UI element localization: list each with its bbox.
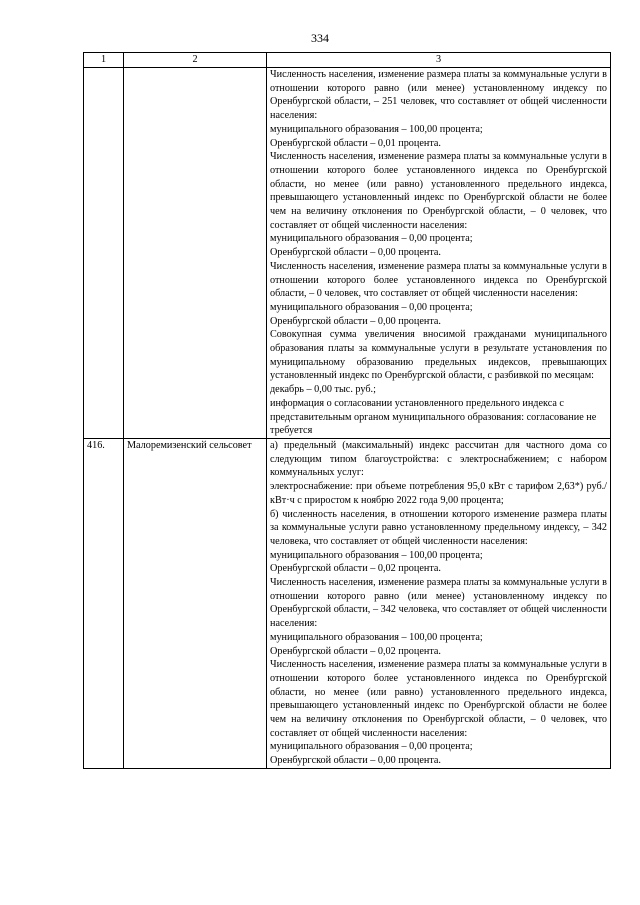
description-paragraph: декабрь – 0,00 тыс. руб.; bbox=[270, 384, 376, 396]
description-paragraph: Совокупная сумма увеличения вносимой гражданами муниципального образования платы за коммунальные услуги в результате установления по муниципальному образованию предельных индексов, превышающих установленный индекс по Оренбургской области, с разбивкой по месяцам: bbox=[270, 329, 607, 382]
description-paragraph: муниципального образования – 0,00 процента; bbox=[270, 301, 473, 313]
column-number-1: 1 bbox=[84, 53, 124, 68]
column-number-3: 3 bbox=[267, 53, 611, 68]
row-number: 416. bbox=[84, 438, 124, 768]
description-paragraph: а) предельный (максимальный) индекс рассчитан для частного дома со следующим типом благоустройства: с электроснабжением; с набором коммунальных услуг: bbox=[270, 439, 607, 479]
column-number-2: 2 bbox=[124, 53, 267, 68]
description-paragraph: муниципального образования – 100,00 процента; bbox=[270, 549, 483, 561]
description-paragraph: муниципального образования – 0,00 процента; bbox=[270, 233, 473, 245]
description-paragraph: б) численность населения, в отношении которого изменение размера платы за коммунальные услуги равно установленному предельному индексу, – 342 человека, что составляет от общей численности населения: bbox=[270, 508, 607, 547]
description-paragraph: Численность населения, изменение размера платы за коммунальные услуги в отношении которого равно (или менее) установленному индексу по Оренбургской области, – 251 человек, что составляет от общей численности населения: bbox=[270, 69, 607, 122]
municipality-name bbox=[124, 68, 267, 439]
table-row bbox=[84, 438, 611, 768]
description-paragraph: муниципального образования – 0,00 процента; bbox=[270, 741, 473, 753]
description-paragraph: Оренбургской области – 0,00 процента. bbox=[270, 247, 441, 259]
tariff-table bbox=[83, 52, 611, 769]
municipality-name: Малоремизенский сельсовет bbox=[124, 438, 267, 768]
description-paragraph: Оренбургской области – 0,02 процента. bbox=[270, 645, 441, 657]
description-paragraph: Численность населения, изменение размера платы за коммунальные услуги в отношении которого равно (или менее) установленному индексу по Оренбургской области, – 342 человека, что составляет от общей численности населения: bbox=[270, 577, 607, 630]
description-paragraph: Численность населения, изменение размера платы за коммунальные услуги в отношении которого более установленного индекса по Оренбургской области, – 0 человек, что составляет от общей численности населения: bbox=[270, 260, 607, 300]
description-paragraph: Оренбургской области – 0,00 процента. bbox=[270, 315, 441, 327]
description-paragraph: муниципального образования – 100,00 процента; bbox=[270, 631, 483, 643]
row-description bbox=[267, 68, 611, 439]
row-number bbox=[84, 68, 124, 439]
row-description bbox=[267, 438, 611, 768]
description-paragraph: Численность населения, изменение размера платы за коммунальные услуги в отношении которого более установленного индекса по Оренбургской области, но менее (или равно) установленного предельного индекса, превышающего установленный индекс по Оренбургской области не более чем на величину отклонения по Оренбургской области, – 0 человек, что составляет от общей численности населения: bbox=[270, 151, 607, 231]
description-paragraph: Численность населения, изменение размера платы за коммунальные услуги в отношении которого более установленного индекса по Оренбургской области, но менее (или равно) установленного предельного индекса, превышающего установленный индекс по Оренбургской области не более чем на величину отклонения по Оренбургской области, – 0 человек, что составляет от общей численности населения: bbox=[270, 659, 607, 739]
table-row bbox=[84, 68, 611, 439]
description-paragraph: муниципального образования – 100,00 процента; bbox=[270, 123, 483, 135]
description-paragraph: Оренбургской области – 0,01 процента. bbox=[270, 137, 441, 149]
description-paragraph: Оренбургской области – 0,02 процента. bbox=[270, 563, 441, 575]
description-paragraph: информация о согласовании установленного предельного индекса с представительным органом муниципального образования: согласование не требуется bbox=[270, 397, 597, 437]
description-paragraph: Оренбургской области – 0,00 процента. bbox=[270, 755, 441, 767]
page-number: 334 bbox=[311, 31, 329, 45]
table-header-row bbox=[84, 53, 611, 68]
description-paragraph: электроснабжение: при объеме потребления 95,0 кВт с тарифом 2,63*) руб./кВт·ч с приростом к ноябрю 2022 года 9,00 процента; bbox=[270, 481, 607, 506]
